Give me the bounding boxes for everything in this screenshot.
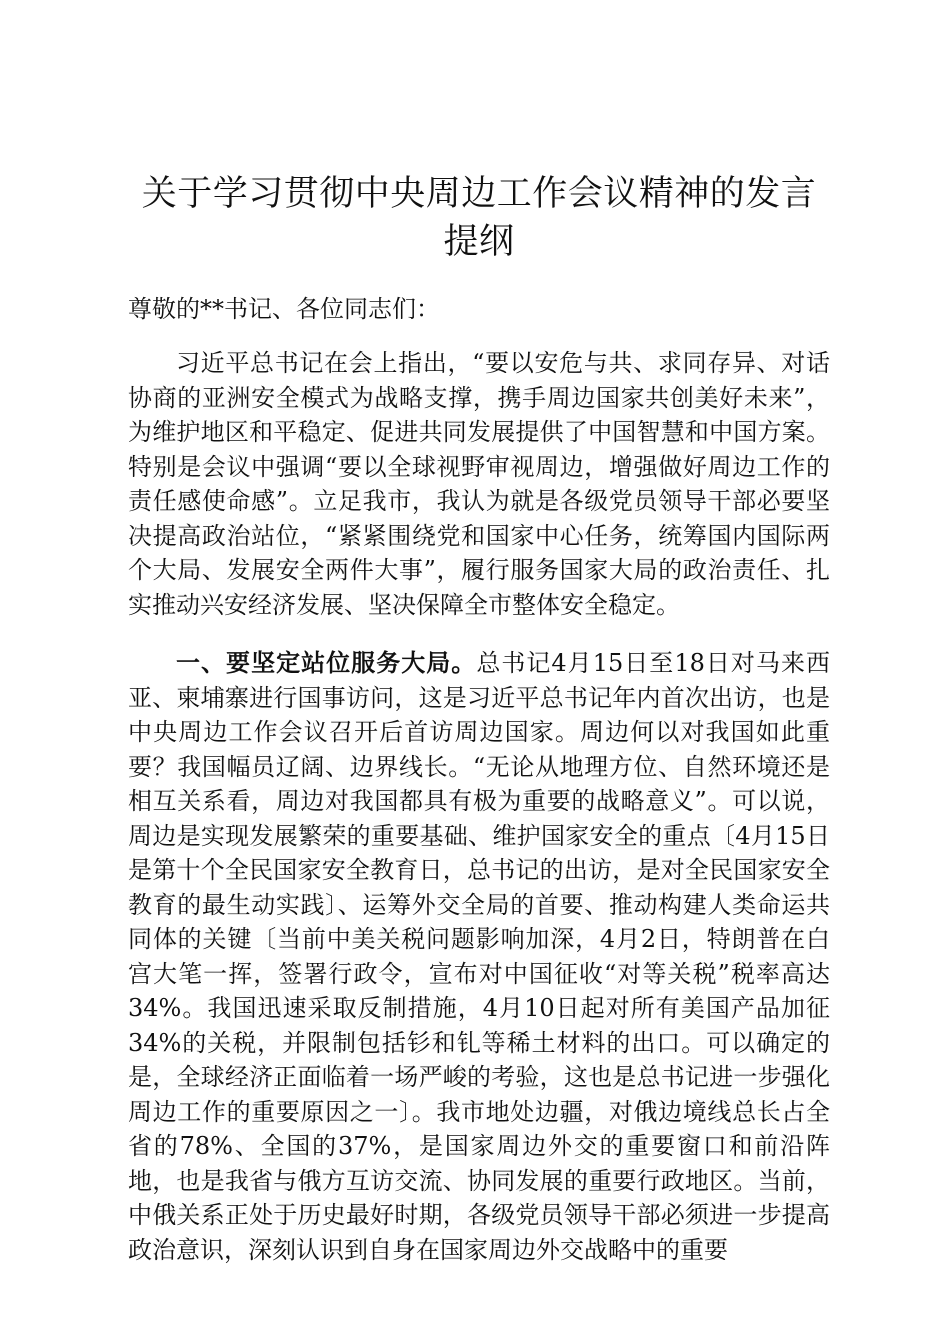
body-paragraph	[128, 346, 830, 622]
paragraph-lead-heading: 一、要坚定站位服务大局。	[176, 648, 477, 677]
document-page	[128, 170, 830, 1267]
paragraph-text: 习近平总书记在会上指出，“要以安危与共、求同存异、对话协商的亚洲安全模式为战略支撑，携手周边国家共创美好未来”，为维护地区和平稳定、促进共同发展提供了中国智慧和中国方案。特别是会议中强调“要以全球视野审视周边，增强做好周边工作的责任感使命感”。立足我市，我认为就是各级党员领导干部必要坚决提高政治站位，“紧紧围绕党和国家中心任务，统筹国内国际两个大局、发展安全两件大事”，履行服务国家大局的政治责任、扎实推动兴安经济发展、坚决保障全市整体安全稳定。	[128, 349, 830, 619]
paragraph-text: 总书记4月15日至18日对马来西亚、柬埔寨进行国事访问，这是习近平总书记年内首次出访，也是中央周边工作会议召开后首访周边国家。周边何以对我国如此重要？我国幅员辽阔、边界线长。“无论从地理方位、自然环境还是相互关系看，周边对我国都具有极为重要的战略意义”。可以说，周边是实现发展繁荣的重要基础、维护国家安全的重点〔4月15日是第十个全民国家安全教育日，总书记的出访，是对全民国家安全教育的最生动实践〕、运筹外交全局的首要、推动构建人类命运共同体的关键〔当前中美关税问题影响加深，4月2日，特朗普在白宫大笔一挥，签署行政令，宣布对中国征收“对等关税”税率高达34%。我国迅速采取反制措施，4月10日起对所有美国产品加征34%的关税，并限制包括钐和钆等稀土材料的出口。可以确定的是，全球经济正面临着一场严峻的考验，这也是总书记进一步强化周边工作的重要原因之一〕。我市地处边疆，对俄边境线总长占全省的78%、全国的37%，是国家周边外交的重要窗口和前沿阵地，也是我省与俄方互访交流、协同发展的重要行政地区。当前，中俄关系正处于历史最好时期，各级党员领导干部必须进一步提高政治意识，深刻认识到自身在国家周边外交战略中的重要	[128, 649, 830, 1264]
salutation: 尊敬的**书记、各位同志们：	[128, 295, 440, 323]
document-title: 关于学习贯彻中央周边工作会议精神的发言提纲	[141, 174, 817, 262]
body-paragraph	[128, 646, 830, 1267]
